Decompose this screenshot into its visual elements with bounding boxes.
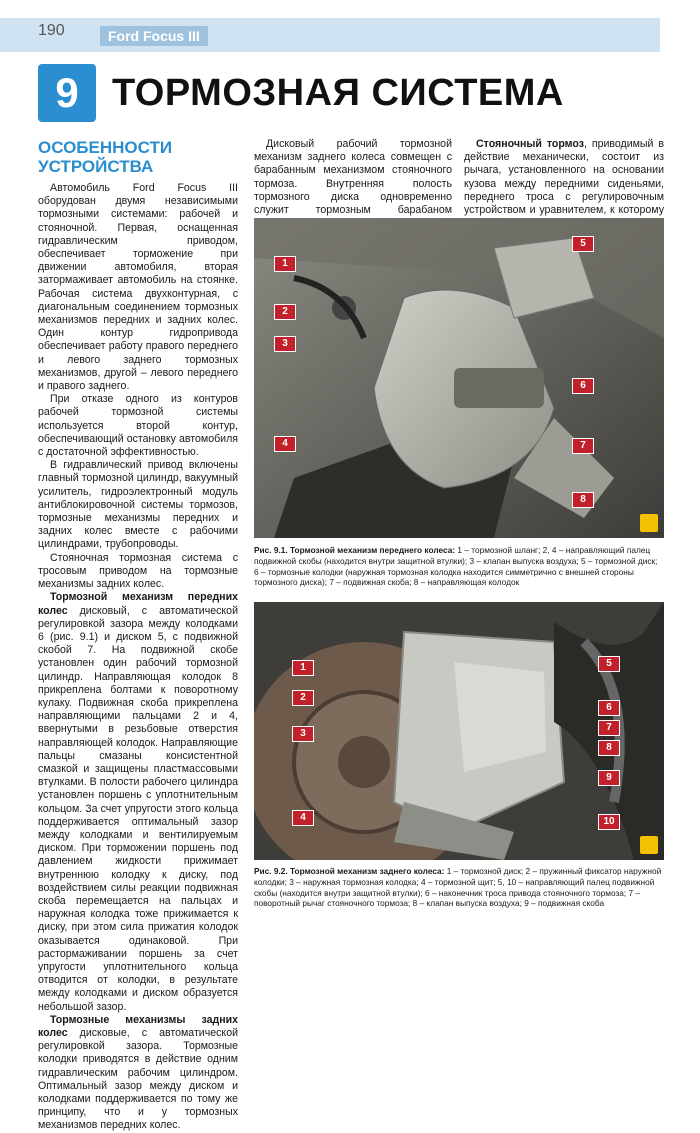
caption-lead: Рис. 9.2. Тормозной механизм заднего колеса:	[254, 866, 445, 876]
callout-3: 3	[274, 336, 296, 352]
callout-9: 9	[598, 770, 620, 786]
paragraph-body: дисковый, с автоматической регулировкой зазора между колодками 6 (рис. 9.1) и диском 5, с подвижной скобой 7. На подвижной скобе установлен один рабочий тормозной цилиндр. Направляющая колодок 8 прикреплена болтами к поворотному кулаку. Подвижная скоба прикреплена направляющими пальцами 2 и 4, ввернутыми в резьбовые отверстия направляющей колодок. Направляющие пальцы смазаны консистентной смазкой и защищены пластмассовыми втулками. В полости рабочего цилиндра установлен поршень с уплотнительным кольцом. За счет упругости этого кольца поддерживается оптимальный зазор между колодками и вентилируемым диском. При торможении поршень под давлением жидкости прижимает внутреннюю колодку к диску, под воздействием силы реакции подвижная скоба перемещается на пальцах и наружная колодка тоже прижимается к диску, при этом сила прижатия колодок оказывается одинаковой. При растормаживании поршень за счет упругости уплотнительного кольца отводится от колодки, в результате между колодками и диском образуется небольшой зазор.	[38, 604, 238, 1013]
paragraph-body: дисковые, с автоматической регулировкой зазора. Тормозные колодки приводятся в действие одним гидравлическим рабочим цилиндром. Оптимальный зазор между диском и колодками поддерживается по тому же принципу, что и у тормозных механизмов передних колес.	[38, 1027, 238, 1132]
callout-4: 4	[292, 810, 314, 826]
callout-2: 2	[292, 690, 314, 706]
callout-1: 1	[292, 660, 314, 676]
paragraph: При отказе одного из контуров рабочей тормозной системы используется второй контур, обеспечивающий остановку автомобиля с достаточной эффективностью.	[38, 393, 238, 459]
front-brake-illustration	[254, 218, 664, 538]
paragraph-body: , приводимый в действие механически, состоит из рычага, установленного на основании кузова между передними сиденьями, переднего троса с регулировочным устройством и уравнителем, к которому	[464, 138, 664, 217]
paragraph-lead: Тормозной механизм передних колес	[38, 591, 238, 617]
paragraph	[38, 591, 238, 1014]
column-1	[38, 182, 238, 1133]
header-bar	[0, 18, 660, 52]
paragraph: Стояночная тормозная система с тросовым приводом на тормозные механизмы задних колес.	[38, 551, 238, 591]
callout-10: 10	[598, 814, 620, 830]
tool-icon	[640, 836, 658, 854]
callout-6: 6	[598, 700, 620, 716]
figure-2-caption	[254, 866, 664, 909]
callout-7: 7	[598, 720, 620, 736]
column-3	[464, 138, 664, 230]
tool-icon	[640, 514, 658, 532]
figure-2-photo	[254, 602, 664, 860]
paragraph-lead: Тормозные механизмы задних колес	[38, 1013, 238, 1039]
figure-1-caption	[254, 545, 664, 588]
callout-6: 6	[572, 378, 594, 394]
page-number: 190	[38, 22, 65, 39]
callout-8: 8	[598, 740, 620, 756]
callout-7: 7	[572, 438, 594, 454]
column-2	[254, 138, 452, 230]
book-title: Ford Focus III	[100, 26, 208, 46]
chapter-title: ТОРМОЗНАЯ СИСТЕМА	[112, 72, 564, 114]
paragraph: Дисковый рабочий тормозной механизм заднего колеса совмещен с барабанным механизмом стояночного тормоза. Внутренняя полость тормозного диска одновременно служит тормозным барабаном	[254, 138, 452, 217]
callout-8: 8	[572, 492, 594, 508]
paragraph: Автомобиль Ford Focus III оборудован двумя независимыми тормозными системами: рабочей и стояночной. Первая, оснащенная гидравлическим приводом, обеспечивает торможение при движении автомобиля, вторая затормаживает автомобиль на стоянке. Рабочая система двухконтурная, с диагональным соединением тормозных механизмов передних и задних колес. Один контур гидропривода обеспечивает работу правого переднего и левого заднего тормозных механизмов, другой – левого переднего и правого заднего.	[38, 182, 238, 393]
caption-body: 1 – тормозной диск; 2 – пружинный фиксатор наружной колодки; 3 – наружная тормозная колодка; 4 – тормозной щит; 5, 10 – направляющий палец подвижной скобы (находится внутри защитной втулки); 6 – наконечник троса привода стояночного тормоза; 7 – поворотный рычаг стояночного тормоза; 8 – клапан выпуска воздуха; 9 – подвижная скоба	[254, 866, 662, 909]
callout-5: 5	[572, 236, 594, 252]
callout-5: 5	[598, 656, 620, 672]
paragraph	[38, 1014, 238, 1133]
paragraph: В гидравлический привод включены главный тормозной цилиндр, вакуумный усилитель, гидроэлектронный модуль антиблокировочной системы тормозов, тормозные механизмы передних и задних колес вместе с рабочими цилиндрами, трубопроводы.	[38, 459, 238, 551]
paragraph-lead: Стояночный тормоз	[476, 138, 584, 150]
chapter-number: 9	[38, 64, 96, 122]
callout-2: 2	[274, 304, 296, 320]
callout-1: 1	[274, 256, 296, 272]
figure-1-photo	[254, 218, 664, 538]
paragraph	[464, 138, 664, 230]
caption-body: 1 – тормозной шланг; 2, 4 – направляющий палец подвижной скобы (находится внутри защитной втулки); 3 – клапан выпуска воздуха; 5 – тормозной диск; 6 – тормозные колодки (наружная тормозная колодка находится симметрично с внешней стороны тормозного диска); 7 – подвижная скоба; 8 – направляющая колодок	[254, 545, 658, 588]
caption-lead: Рис. 9.1. Тормозной механизм переднего колеса:	[254, 545, 456, 555]
callout-4: 4	[274, 436, 296, 452]
section-title: ОСОБЕННОСТИ УСТРОЙСТВА	[38, 138, 173, 176]
callout-3: 3	[292, 726, 314, 742]
